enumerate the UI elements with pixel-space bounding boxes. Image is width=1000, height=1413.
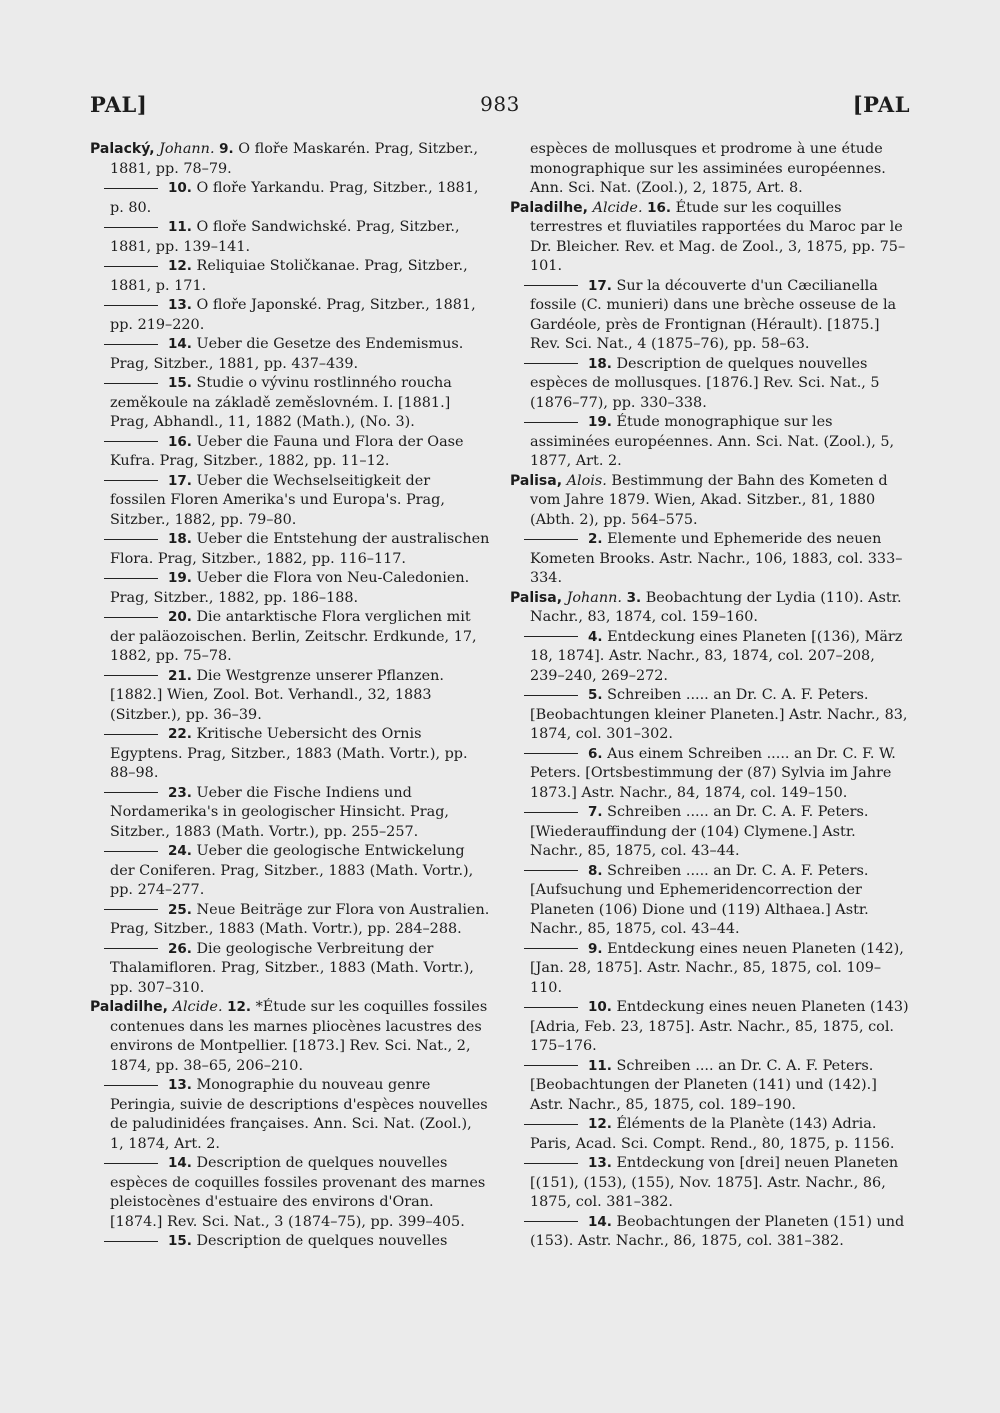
entry-number: 18. [588, 355, 612, 372]
ditto-dash [524, 636, 578, 637]
entry-number: 10. [588, 999, 612, 1015]
bibliography-entry [90, 569, 490, 608]
entry-number: 15. [168, 1233, 192, 1249]
ditto-dash [104, 948, 158, 949]
entry-number: 9. [219, 141, 234, 157]
bibliography-entry [90, 667, 490, 726]
bibliography-entry [90, 374, 490, 433]
entry-text: Schreiben ..... an Dr. C. A. F. Peters. [Aufsuchung und Ephemeridencorrection der Planeten (106) Dione und (119) Althaea.] Astr. Nachr., 85, 1875, col. 43–44. [530, 862, 869, 937]
entry-text: Ueber die Wechselseitigkeit der fossilen Floren Amerika's und Europa's. Prag, Sitzber., 1882, pp. 79–80. [110, 472, 445, 528]
entry-text: Reliquiae Stoličkanae. Prag, Sitzber., 1881, p. 171. [110, 258, 468, 294]
bibliography-entry [510, 686, 912, 745]
ditto-dash [524, 539, 578, 540]
entry-number: 17. [168, 472, 192, 489]
bibliography-entry [510, 355, 912, 414]
bibliography-entry [90, 296, 490, 335]
ditto-dash [104, 383, 158, 384]
entry-text: Entdeckung eines Planeten [(136), März 18, 1874]. Astr. Nachr., 83, 1874, col. 207–208, 239–240, 269–272. [530, 628, 903, 684]
entry-text: *Étude sur les coquilles fossiles contenues dans les marnes pliocènes lacustres des environs de Montpellier. [1873.] Rev. Sci. Nat., 2, 1874, pp. 38–65, 206–210. [110, 999, 488, 1074]
bibliography-entry [510, 862, 912, 940]
entry-text: Éléments de la Planète (143) Adria. Paris, Acad. Sci. Compt. Rend., 80, 1875, p. 1156. [530, 1116, 895, 1152]
bibliography-entry [90, 725, 490, 784]
entry-number: 3. [626, 589, 642, 606]
bibliography-entry [90, 784, 490, 843]
entry-text: Bestimmung der Bahn des Kometen d vom Jahre 1879. Wien, Akad. Sitzber., 81, 1880 (Abth. 2), pp. 564–575. [530, 472, 888, 528]
bibliography-entry [510, 1057, 912, 1116]
bibliography-entry [510, 1154, 912, 1213]
ditto-dash [524, 422, 578, 423]
bibliography-entry [90, 140, 490, 179]
bibliography-entry [510, 277, 912, 355]
entry-text: O floře Yarkandu. Prag, Sitzber., 1881, p. 80. [110, 180, 479, 216]
entry-text: Entdeckung von [drei] neuen Planeten [(151), (153), (155), Nov. 1875]. Astr. Nachr., 86, 1875, col. 381–382. [530, 1155, 899, 1210]
entry-text: Description de quelques nouvelles [196, 1233, 448, 1249]
ditto-dash [104, 851, 158, 852]
ditto-dash [524, 285, 578, 286]
entry-text: Schreiben .... an Dr. C. A. F. Peters. [Beobachtungen der Planeten (141) und (142).] Astr. Nachr., 85, 1875, col. 189–190. [530, 1057, 877, 1113]
entry-number: 12. [227, 999, 252, 1015]
ditto-dash [104, 441, 158, 442]
entry-text: Ueber die Entstehung der australischen Flora. Prag, Sitzber., 1882, pp. 116–117. [110, 531, 490, 567]
bibliography-entry [90, 940, 490, 999]
author-given-name: Alcide. [592, 199, 643, 216]
entry-number: 7. [588, 804, 603, 820]
bibliography-entry [510, 628, 912, 687]
entry-number: 14. [168, 1155, 192, 1171]
entry-number: 19. [588, 414, 612, 430]
entry-number: 12. [588, 1116, 612, 1132]
entry-text: Ueber die Flora von Neu-Caledonien. Prag, Sitzber., 1882, pp. 186–188. [110, 570, 470, 606]
entry-text: Die geologische Verbreitung der Thalamifloren. Prag, Sitzber., 1883 (Math. Vortr.), pp. 307–310. [110, 940, 474, 996]
ditto-dash [104, 578, 158, 579]
bibliography-entry [90, 257, 490, 296]
entry-text: Ueber die Fische Indiens und Nordamerika's in geologischer Hinsicht. Prag, Sitzber., 1883 (Math. Vortr.), pp. 255–257. [110, 784, 449, 840]
entry-text: Aus einem Schreiben ..... an Dr. C. F. W. Peters. [Ortsbestimmung der (87) Sylvia im Jahre 1873.] Astr. Nachr., 84, 1874, col. 149–150. [530, 745, 896, 801]
bibliography-entry [510, 940, 912, 999]
entry-number: 6. [588, 745, 603, 762]
ditto-dash [104, 792, 158, 793]
bibliography-entry [90, 1154, 490, 1232]
entry-number: 21. [168, 667, 192, 684]
entry-text: Schreiben ..... an Dr. C. A. F. Peters. [Wiederauffindung der (104) Clymene.] Astr. Nachr., 85, 1875, col. 43–44. [530, 804, 869, 859]
author-given-name: Johann. [159, 141, 215, 157]
entry-number: 13. [168, 297, 192, 313]
ditto-dash [524, 1124, 578, 1125]
bibliography-entry [90, 530, 490, 569]
author-name: Palisa, [510, 472, 563, 489]
author-given-name: Alcide. [172, 999, 223, 1015]
entry-number: 8. [588, 862, 603, 879]
bibliography-entry [510, 1213, 912, 1252]
entry-text: espèces de mollusques et prodrome à une étude monographique sur les assiminées européennes. Ann. Sci. Nat. (Zool.), 2, 1875, Art. 8. [530, 141, 886, 196]
entry-number: 20. [168, 609, 192, 625]
bibliography-entry [510, 1115, 912, 1154]
author-given-name: Johann. [566, 589, 623, 606]
entry-number: 22. [168, 726, 192, 742]
entry-number: 24. [168, 843, 192, 859]
entry-text: Entdeckung eines neuen Planeten (142), [Jan. 28, 1875]. Astr. Nachr., 85, 1875, col. 109–110. [530, 940, 904, 996]
entry-number: 15. [168, 375, 192, 391]
ditto-dash [524, 1163, 578, 1164]
entry-text: Description de quelques nouvelles espèces de coquilles fossiles provenant des marnes pleistocènes d'estuaire des environs d'Oran. [1874.] Rev. Sci. Nat., 3 (1874–75), pp. 399–405. [110, 1155, 486, 1230]
bibliography-entry [510, 745, 912, 804]
ditto-dash [104, 266, 158, 267]
entry-number: 26. [168, 940, 192, 957]
bibliography-entry [510, 998, 912, 1057]
running-header [90, 92, 910, 122]
bibliography-entry [510, 589, 912, 628]
entry-text: O floře Sandwichské. Prag, Sitzber., 1881, pp. 139–141. [110, 219, 460, 255]
bibliography-entry [510, 530, 912, 589]
author-name: Paladilhe, [90, 999, 168, 1015]
ditto-dash [524, 1065, 578, 1066]
entry-text: Ueber die Fauna und Flora der Oase Kufra. Prag, Sitzber., 1882, pp. 11–12. [110, 433, 464, 469]
entry-number: 16. [647, 199, 672, 216]
entry-text: O floře Maskarén. Prag, Sitzber., 1881, pp. 78–79. [110, 141, 479, 177]
ditto-dash [524, 812, 578, 813]
bibliography-entry [90, 608, 490, 667]
entry-text: Étude sur les coquilles terrestres et fluviatiles rapportées du Maroc par le Dr. Bleicher. Rev. et Mag. de Zool., 3, 1875, pp. 75–101. [530, 199, 906, 274]
right-column [510, 140, 912, 1252]
bibliography-entry [90, 998, 490, 1076]
author-name: Paladilhe, [510, 199, 588, 216]
author-name: Palisa, [510, 589, 563, 606]
entry-number: 18. [168, 531, 192, 547]
entry-text: Ueber die geologische Entwickelung der Coniferen. Prag, Sitzber., 1883 (Math. Vortr.), pp. 274–277. [110, 843, 474, 898]
entry-text: Kritische Uebersicht des Ornis Egyptens. Prag, Sitzber., 1883 (Math. Vortr.), pp. 88–98. [110, 726, 468, 781]
ditto-dash [524, 695, 578, 696]
bibliography-entry [510, 803, 912, 862]
entry-number: 2. [588, 531, 603, 547]
entry-text: Sur la découverte d'un Cæcilianella fossile (C. munieri) dans une brèche osseuse de la Gardéole, près de Frontignan (Hérault). [1875.] Rev. Sci. Nat., 4 (1875–76), pp. 58–63. [530, 277, 897, 352]
ditto-dash [104, 617, 158, 618]
ditto-dash [104, 305, 158, 306]
entry-number: 13. [588, 1155, 612, 1171]
entry-text: Die Westgrenze unserer Pflanzen. [1882.] Wien, Zool. Bot. Verhandl., 32, 1883 (Sitzber.), pp. 36–39. [110, 667, 444, 723]
ditto-dash [104, 188, 158, 189]
ditto-dash [524, 870, 578, 871]
entry-text: Die antarktische Flora verglichen mit der paläozoischen. Berlin, Zeitschr. Erdkunde, 17, 1882, pp. 75–78. [110, 609, 477, 664]
bibliography-entry [510, 140, 912, 199]
entry-text: O floře Japonské. Prag, Sitzber., 1881, pp. 219–220. [110, 297, 476, 333]
author-given-name: Alois. [566, 472, 607, 489]
entry-text: Description de quelques nouvelles espèces de mollusques. [1876.] Rev. Sci. Nat., 5 (1876–77), pp. 330–338. [530, 355, 880, 411]
entry-number: 13. [168, 1077, 192, 1093]
bibliography-entry [510, 413, 912, 472]
entry-text: Neue Beiträge zur Flora von Australien. Prag, Sitzber., 1883 (Math. Vortr.), pp. 284–288. [110, 901, 490, 937]
entry-number: 25. [168, 901, 192, 918]
entry-number: 17. [588, 277, 612, 294]
ditto-dash [524, 948, 578, 949]
ditto-dash [104, 480, 158, 481]
ditto-dash [104, 1163, 158, 1164]
author-name: Palacký, [90, 141, 155, 157]
ditto-dash [524, 1007, 578, 1008]
bibliography-entry [510, 472, 912, 531]
entry-text: Entdeckung eines neuen Planeten (143) [Adria, Feb. 23, 1875]. Astr. Nachr., 85, 1875, col. 175–176. [530, 999, 909, 1054]
bibliography-entry [90, 842, 490, 901]
header-right: [PAL [852, 92, 910, 117]
ditto-dash [104, 1241, 158, 1242]
entry-number: 19. [168, 570, 192, 586]
bibliography-entry [90, 179, 490, 218]
left-column [90, 140, 490, 1252]
page-number: 983 [480, 92, 520, 116]
entry-text: Beobachtung der Lydia (110). Astr. Nachr., 83, 1874, col. 159–160. [530, 589, 902, 625]
bibliography-entry [90, 218, 490, 257]
entry-number: 11. [588, 1057, 612, 1074]
ditto-dash [524, 753, 578, 754]
entry-text: Elemente und Ephemeride des neuen Kometen Brooks. Astr. Nachr., 106, 1883, col. 333–334. [530, 531, 903, 586]
ditto-dash [104, 227, 158, 228]
entry-text: Schreiben ..... an Dr. C. A. F. Peters. [Beobachtungen kleiner Planeten.] Astr. Nachr., 83, 1874, col. 301–302. [530, 687, 908, 742]
entry-number: 10. [168, 180, 192, 196]
entry-text: Beobachtungen der Planeten (151) und (153). Astr. Nachr., 86, 1875, col. 381–382. [530, 1213, 905, 1249]
entry-number: 5. [588, 687, 603, 703]
entry-number: 4. [588, 628, 603, 645]
ditto-dash [104, 675, 158, 676]
ditto-dash [104, 539, 158, 540]
entry-number: 14. [588, 1213, 612, 1230]
ditto-dash [524, 1221, 578, 1222]
ditto-dash [104, 734, 158, 735]
bibliography-entry [90, 1232, 490, 1252]
bibliography-entry [90, 472, 490, 531]
bibliography-entry [510, 199, 912, 277]
bibliography-entry [90, 901, 490, 940]
entry-number: 11. [168, 219, 192, 235]
entry-number: 14. [168, 336, 192, 352]
entry-number: 23. [168, 784, 192, 801]
bibliography-entry [90, 335, 490, 374]
ditto-dash [104, 909, 158, 910]
ditto-dash [104, 344, 158, 345]
entry-text: Monographie du nouveau genre Peringia, suivie de descriptions d'espèces nouvelles de paludinidées françaises. Ann. Sci. Nat. (Zool.), 1, 1874, Art. 2. [110, 1077, 488, 1152]
entry-text: Studie o vývinu rostlinného roucha zeměkoule na základě zeměslovném. I. [1881.] Prag, Abhandl., 11, 1882 (Math.), (No. 3). [110, 375, 452, 430]
header-left: PAL] [90, 92, 148, 117]
bibliography-entry [90, 1076, 490, 1154]
ditto-dash [524, 363, 578, 364]
entry-text: Étude monographique sur les assiminées européennes. Ann. Sci. Nat. (Zool.), 5, 1877, Art. 2. [530, 414, 895, 469]
ditto-dash [104, 1085, 158, 1086]
bibliography-entry [90, 433, 490, 472]
entry-number: 9. [588, 940, 603, 957]
entry-number: 16. [168, 433, 192, 450]
entry-number: 12. [168, 258, 192, 274]
entry-text: Ueber die Gesetze des Endemismus. Prag, Sitzber., 1881, pp. 437–439. [110, 336, 464, 372]
